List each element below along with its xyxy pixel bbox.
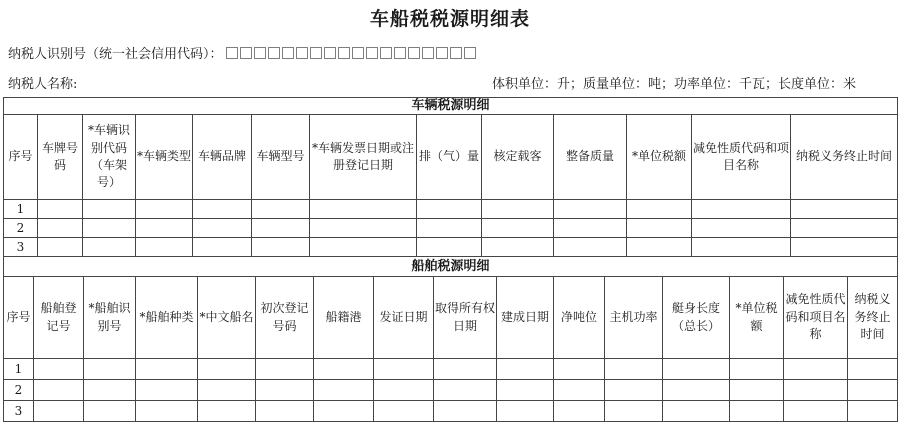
vessel-col-exemption-code: 减免性质代码和项目名称 bbox=[784, 277, 848, 359]
empty-cell bbox=[374, 380, 434, 401]
vessel-col-first-registration-number: 初次登记号码 bbox=[256, 277, 314, 359]
vehicle-col-passenger-capacity: 核定载客 bbox=[482, 115, 554, 200]
empty-cell bbox=[848, 401, 898, 422]
empty-cell bbox=[83, 219, 136, 238]
id-box bbox=[366, 47, 378, 59]
empty-cell bbox=[136, 359, 198, 380]
empty-cell bbox=[605, 401, 663, 422]
empty-cell bbox=[663, 380, 730, 401]
vessel-col-registration-number: 船舶登记号 bbox=[34, 277, 84, 359]
vehicle-row-2 bbox=[4, 219, 898, 238]
empty-cell bbox=[84, 359, 136, 380]
empty-cell bbox=[38, 219, 83, 238]
empty-cell bbox=[314, 359, 374, 380]
empty-cell bbox=[193, 200, 252, 219]
empty-cell bbox=[482, 200, 554, 219]
empty-cell bbox=[692, 200, 791, 219]
empty-cell bbox=[627, 200, 692, 219]
empty-cell bbox=[848, 380, 898, 401]
vessel-row-3 bbox=[4, 401, 898, 422]
row-index: 1 bbox=[4, 359, 34, 380]
vessel-col-obligation-end: 纳税义务终止时间 bbox=[848, 277, 898, 359]
id-box bbox=[240, 47, 252, 59]
empty-cell bbox=[256, 380, 314, 401]
empty-cell bbox=[136, 238, 193, 257]
empty-cell bbox=[136, 219, 193, 238]
vehicle-col-type: *车辆类型 bbox=[136, 115, 193, 200]
id-box bbox=[324, 47, 336, 59]
empty-cell bbox=[791, 238, 898, 257]
empty-cell bbox=[730, 401, 784, 422]
empty-cell bbox=[692, 219, 791, 238]
vehicle-col-model: 车辆型号 bbox=[252, 115, 310, 200]
vehicle-header-row bbox=[4, 115, 898, 200]
row-index: 2 bbox=[4, 219, 38, 238]
empty-cell bbox=[193, 219, 252, 238]
row-index: 1 bbox=[4, 200, 38, 219]
empty-cell bbox=[314, 401, 374, 422]
empty-cell bbox=[34, 359, 84, 380]
empty-cell bbox=[497, 380, 554, 401]
id-box bbox=[254, 47, 266, 59]
empty-cell bbox=[34, 401, 84, 422]
vessel-col-seq: 序号 bbox=[4, 277, 34, 359]
empty-cell bbox=[38, 238, 83, 257]
id-box bbox=[296, 47, 308, 59]
vessel-col-unit-tax: *单位税额 bbox=[730, 277, 784, 359]
empty-cell bbox=[554, 380, 605, 401]
empty-cell bbox=[784, 380, 848, 401]
empty-cell bbox=[198, 380, 256, 401]
empty-cell bbox=[554, 359, 605, 380]
id-box bbox=[282, 47, 294, 59]
empty-cell bbox=[554, 200, 627, 219]
empty-cell bbox=[198, 359, 256, 380]
empty-cell bbox=[310, 200, 417, 219]
empty-cell bbox=[84, 380, 136, 401]
vehicle-col-exemption-code: 减免性质代码和项目名称 bbox=[692, 115, 791, 200]
empty-cell bbox=[84, 401, 136, 422]
vehicle-col-seq: 序号 bbox=[4, 115, 38, 200]
vehicle-col-vin: *车辆识别代码（车架号） bbox=[83, 115, 136, 200]
empty-cell bbox=[252, 219, 310, 238]
empty-cell bbox=[314, 380, 374, 401]
id-box bbox=[394, 47, 406, 59]
vessel-col-engine-power: 主机功率 bbox=[605, 277, 663, 359]
vehicle-col-curb-weight: 整备质量 bbox=[554, 115, 627, 200]
vessel-col-net-tonnage: 净吨位 bbox=[554, 277, 605, 359]
empty-cell bbox=[252, 238, 310, 257]
empty-cell bbox=[136, 380, 198, 401]
empty-cell bbox=[252, 200, 310, 219]
id-box bbox=[352, 47, 364, 59]
empty-cell bbox=[663, 401, 730, 422]
empty-cell bbox=[605, 380, 663, 401]
vessel-col-identification-number: *船舶识别号 bbox=[84, 277, 136, 359]
empty-cell bbox=[497, 401, 554, 422]
empty-cell bbox=[784, 359, 848, 380]
taxpayer-id-line bbox=[0, 43, 900, 62]
empty-cell bbox=[310, 219, 417, 238]
empty-cell bbox=[38, 200, 83, 219]
empty-cell bbox=[34, 380, 84, 401]
id-box bbox=[422, 47, 434, 59]
id-box bbox=[226, 47, 238, 59]
vessel-col-build-date: 建成日期 bbox=[497, 277, 554, 359]
empty-cell bbox=[434, 380, 497, 401]
id-box bbox=[436, 47, 448, 59]
vessel-section-row bbox=[4, 257, 898, 277]
empty-cell bbox=[627, 219, 692, 238]
vehicle-row-1 bbox=[4, 200, 898, 219]
empty-cell bbox=[482, 219, 554, 238]
empty-cell bbox=[417, 238, 482, 257]
empty-cell bbox=[136, 200, 193, 219]
id-box bbox=[408, 47, 420, 59]
vessel-table bbox=[3, 256, 898, 422]
vessel-col-ownership-date: 取得所有权日期 bbox=[434, 277, 497, 359]
empty-cell bbox=[627, 238, 692, 257]
vehicle-col-unit-tax: *单位税额 bbox=[627, 115, 692, 200]
vessel-col-hull-length: 艇身长度（总长） bbox=[663, 277, 730, 359]
empty-cell bbox=[663, 359, 730, 380]
empty-cell bbox=[193, 238, 252, 257]
units-note: 体积单位：升；质量单位：吨；功率单位：千瓦；长度单位：米 bbox=[491, 77, 856, 92]
taxpayer-id-boxes bbox=[226, 47, 476, 59]
vehicle-section-row bbox=[4, 98, 898, 115]
empty-cell bbox=[434, 359, 497, 380]
vessel-col-certificate-date: 发证日期 bbox=[374, 277, 434, 359]
empty-cell bbox=[791, 200, 898, 219]
row-index: 3 bbox=[4, 238, 38, 257]
empty-cell bbox=[83, 200, 136, 219]
empty-cell bbox=[784, 401, 848, 422]
empty-cell bbox=[256, 359, 314, 380]
empty-cell bbox=[256, 401, 314, 422]
vehicle-col-obligation-end: 纳税义务终止时间 bbox=[791, 115, 898, 200]
empty-cell bbox=[198, 401, 256, 422]
vessel-row-1 bbox=[4, 359, 898, 380]
id-box bbox=[450, 47, 462, 59]
empty-cell bbox=[83, 238, 136, 257]
id-box bbox=[338, 47, 350, 59]
empty-cell bbox=[136, 401, 198, 422]
empty-cell bbox=[417, 219, 482, 238]
taxpayer-name-line bbox=[0, 73, 900, 92]
empty-cell bbox=[554, 219, 627, 238]
empty-cell bbox=[482, 238, 554, 257]
empty-cell bbox=[554, 238, 627, 257]
vehicle-col-invoice-date: *车辆发票日期或注册登记日期 bbox=[310, 115, 417, 200]
empty-cell bbox=[730, 359, 784, 380]
empty-cell bbox=[692, 238, 791, 257]
empty-cell bbox=[730, 380, 784, 401]
vessel-col-type: *船舶种类 bbox=[136, 277, 198, 359]
vessel-col-port-of-registry: 船籍港 bbox=[314, 277, 374, 359]
empty-cell bbox=[791, 219, 898, 238]
vehicle-table bbox=[3, 97, 898, 257]
empty-cell bbox=[434, 401, 497, 422]
vehicle-col-plate-number: 车牌号码 bbox=[38, 115, 83, 200]
empty-cell bbox=[848, 359, 898, 380]
row-index: 3 bbox=[4, 401, 34, 422]
id-box bbox=[268, 47, 280, 59]
vessel-row-2 bbox=[4, 380, 898, 401]
vessel-header-row bbox=[4, 277, 898, 359]
row-index: 2 bbox=[4, 380, 34, 401]
empty-cell bbox=[605, 359, 663, 380]
vehicle-section-title: 车辆税源明细 bbox=[4, 98, 898, 115]
empty-cell bbox=[554, 401, 605, 422]
vessel-section-title: 船舶税源明细 bbox=[4, 257, 898, 277]
vehicle-col-displacement: 排（气）量 bbox=[417, 115, 482, 200]
empty-cell bbox=[310, 238, 417, 257]
id-box bbox=[380, 47, 392, 59]
empty-cell bbox=[417, 200, 482, 219]
empty-cell bbox=[374, 401, 434, 422]
id-box bbox=[310, 47, 322, 59]
taxpayer-id-label: 纳税人识别号（统一社会信用代码）： bbox=[8, 47, 223, 62]
vehicle-col-brand: 车辆品牌 bbox=[193, 115, 252, 200]
vessel-col-chinese-name: *中文船名 bbox=[198, 277, 256, 359]
form-title: 车船税税源明细表 bbox=[369, 8, 530, 30]
vehicle-row-3 bbox=[4, 238, 898, 257]
empty-cell bbox=[497, 359, 554, 380]
id-box bbox=[464, 47, 476, 59]
empty-cell bbox=[374, 359, 434, 380]
taxpayer-name-label: 纳税人名称: bbox=[8, 77, 78, 92]
